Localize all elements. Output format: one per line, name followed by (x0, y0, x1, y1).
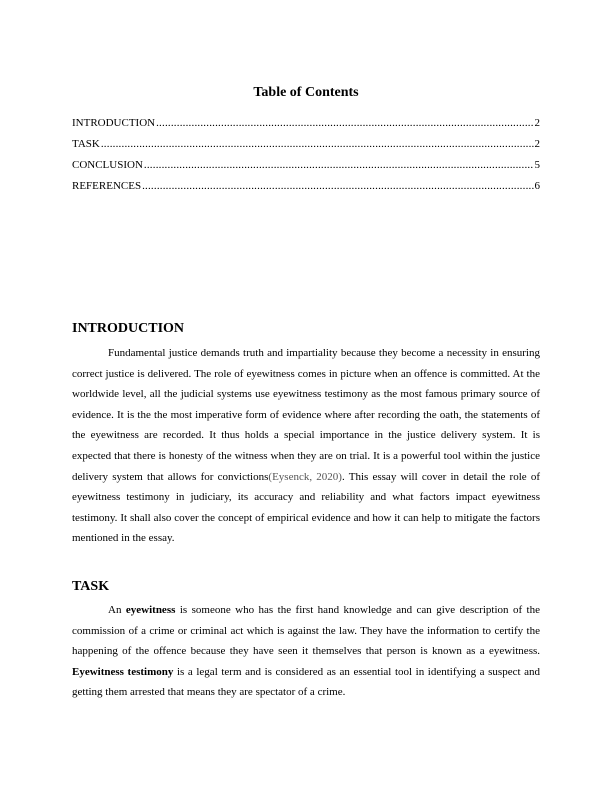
task-text-2: is someone who has the first hand knowledge and can give description of the commission of a crime or criminal act which is against the law. They have the information to certify the happening of the offence because they have seen it themselves that person is known as a eyewitness. (72, 604, 540, 658)
introduction-text-continued: . This essay will cover in detail the role of eyewitness testimony in judiciary, its accuracy and reliability and what factors impact eyewitness testimony. It shall also cover the concept of empirical evidence and how it can help to mitigate the factors mentioned in the essay. (72, 470, 541, 545)
table-of-contents (72, 113, 540, 197)
term-eyewitness-testimony: Eyewitness testimony (72, 665, 174, 678)
task-heading: TASK (72, 579, 110, 594)
toc-entry-label: INTRODUCTION (72, 117, 156, 129)
toc-entry-label: CONCLUSION (72, 159, 143, 171)
task-paragraph (72, 600, 540, 703)
introduction-paragraph (72, 343, 540, 549)
citation: (Eysenck, 2020) (268, 470, 342, 483)
toc-entry-page: 2 (534, 138, 540, 150)
term-eyewitness: eyewitness (125, 604, 176, 616)
toc-entry-label: REFERENCES (72, 180, 142, 192)
toc-entry-label: TASK (72, 138, 100, 150)
toc-entry-task[interactable] (72, 134, 540, 155)
toc-entry-introduction[interactable] (72, 113, 540, 134)
task-text-1: An (108, 604, 126, 616)
toc-entry-page: 6 (534, 180, 540, 192)
toc-entry-page: 5 (534, 159, 540, 171)
task-text-3: is a legal term and is considered as an essential tool in identifying a suspect and getting them arrested that means they are spectator of a crime. (72, 665, 540, 699)
toc-entry-references[interactable] (72, 176, 540, 197)
toc-entry-page: 2 (534, 117, 540, 129)
toc-leader-dots (156, 113, 533, 134)
toc-leader-dots (144, 155, 534, 176)
toc-entry-conclusion[interactable] (72, 155, 540, 176)
toc-title: Table of Contents (253, 85, 359, 100)
toc-leader-dots (142, 176, 533, 197)
introduction-heading: INTRODUCTION (72, 321, 185, 336)
introduction-text: Fundamental justice demands truth and impartiality because they become a necessity in ensuring correct justice is delivered. The role of eyewitness comes in picture when an offence is committed. At the worldwide level, all the judicial systems use eyewitness testimony as the most famous primary source of evidence. It is the the most imperative form of evidence where after recording the oath, the statements of the eyewitness are recorded. It thus holds a special importance in the justice delivery system. It is expected that there is honesty of the witness when they are on trial. It is a powerful tool within the justice delivery system that allows for convictions (72, 347, 540, 483)
toc-leader-dots (101, 134, 534, 155)
